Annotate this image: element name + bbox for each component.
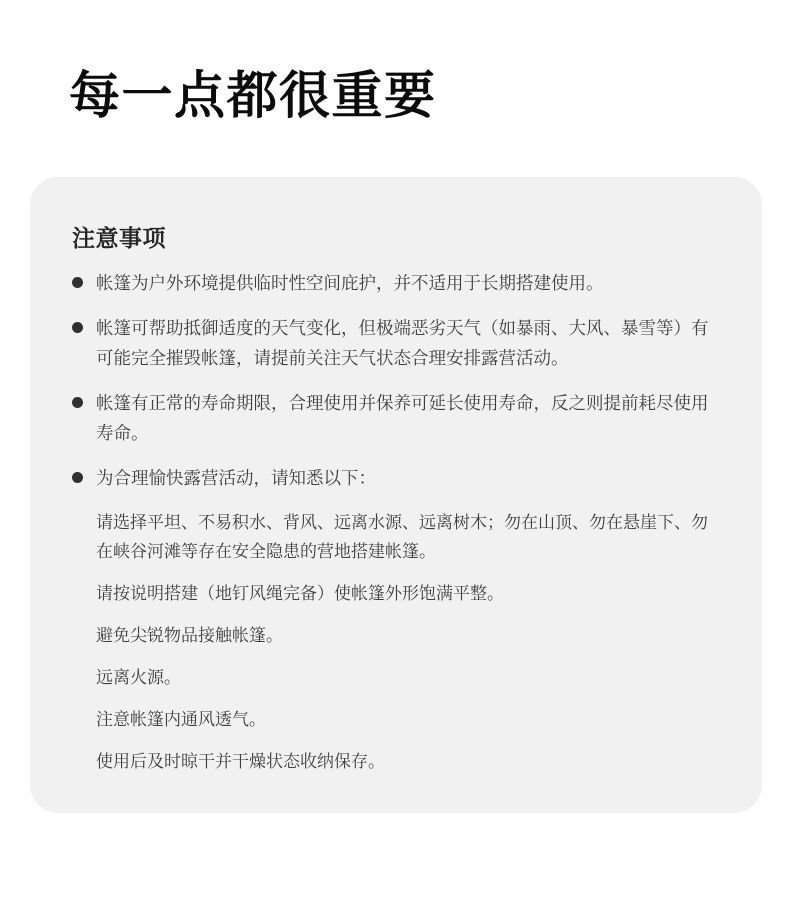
sub-list-item: 请选择平坦、不易积水、背风、远离水源、远离树木；勿在山顶、勿在悬崖下、勿在峡谷河滩等存在安全隐患的营地搭建帐篷。 [96, 512, 708, 561]
bullet-icon [72, 397, 83, 408]
notice-list [72, 268, 718, 493]
bullet-icon [72, 277, 83, 288]
sub-list-item: 请按说明搭建（地钉风绳完备）使帐篷外形饱满平整。 [96, 583, 504, 603]
card-heading: 注意事项 [72, 224, 166, 251]
sub-list-item: 远离火源。 [96, 667, 181, 687]
sub-list-item: 避免尖锐物品接触帐篷。 [96, 625, 283, 645]
notice-text: 帐篷有正常的寿命期限，合理使用并保养可延长使用寿命，反之则提前耗尽使用寿命。 [96, 392, 709, 443]
bullet-icon [72, 322, 83, 333]
list-item [72, 463, 718, 493]
list-item [72, 388, 718, 448]
list-item [72, 268, 718, 298]
notice-card [30, 177, 762, 813]
sub-list-item: 注意帐篷内通风透气。 [96, 709, 266, 729]
page-title: 每一点都很重要 [69, 67, 437, 124]
notice-text: 帐篷为户外环境提供临时性空间庇护，并不适用于长期搭建使用。 [96, 272, 604, 293]
sub-list-item: 使用后及时晾干并干燥状态收纳保存。 [96, 751, 385, 771]
list-item [72, 313, 718, 373]
sub-notice-list [72, 508, 718, 776]
bullet-icon [72, 472, 83, 483]
notice-text: 帐篷可帮助抵御适度的天气变化，但极端恶劣天气（如暴雨、大风、暴雪等）有可能完全摧毁帐篷，请提前关注天气状态合理安排露营活动。 [96, 317, 709, 368]
notice-text: 为合理愉快露营活动，请知悉以下： [96, 467, 376, 488]
